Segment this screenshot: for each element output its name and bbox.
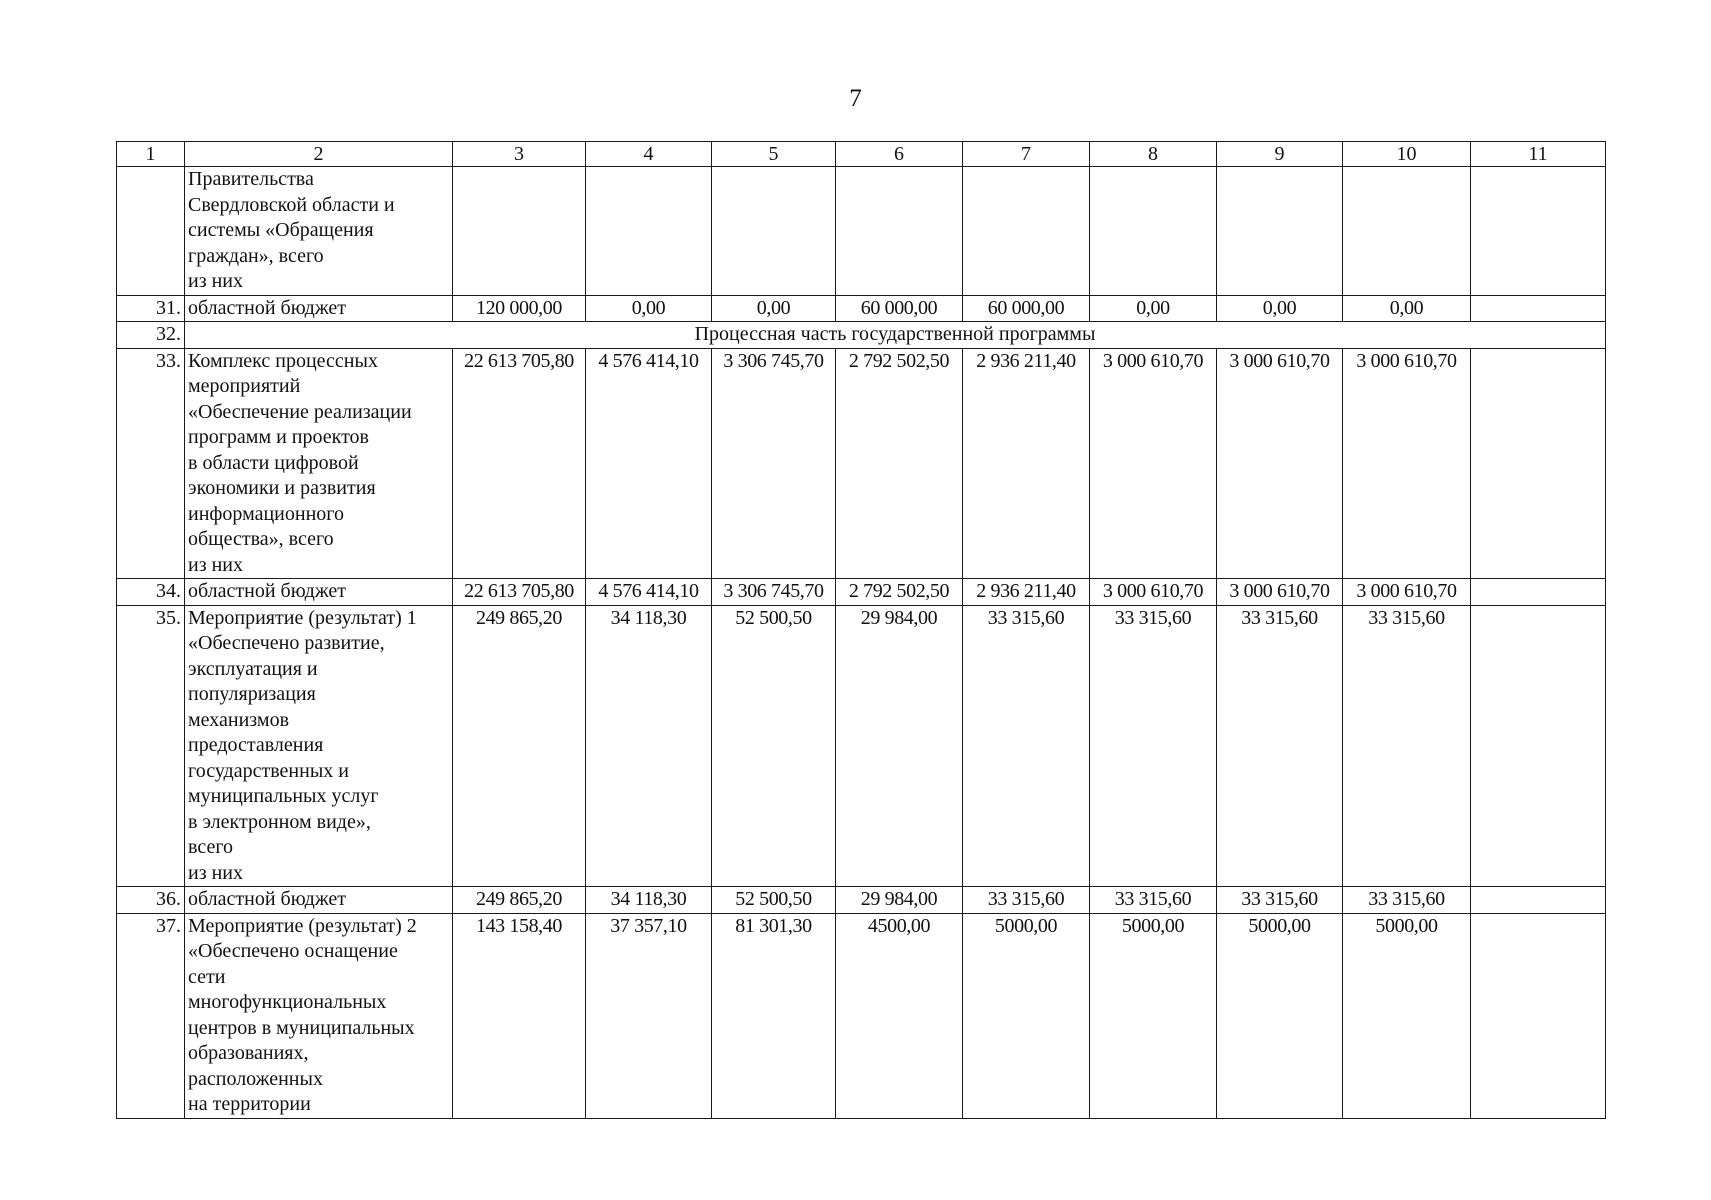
amount-cell: 0,00 bbox=[1090, 295, 1217, 322]
amount-cell: 34 118,30 bbox=[586, 605, 712, 887]
row-name: Мероприятие (результат) 1 «Обеспечено развитие, эксплуатация и популяризация механизмов предоставления государственных и муниципальных услуг в электронном виде», всего из них bbox=[185, 605, 453, 887]
amount-cell: 4 576 414,10 bbox=[586, 348, 712, 579]
row-number: 32. bbox=[117, 322, 185, 349]
amount-cell: 249 865,20 bbox=[453, 605, 586, 887]
amount-cell: 81 301,30 bbox=[712, 913, 836, 1118]
table-row bbox=[117, 605, 1606, 887]
row-name: областной бюджет bbox=[185, 579, 453, 606]
table-row bbox=[117, 295, 1606, 322]
amount-cell bbox=[1217, 167, 1343, 296]
column-header: 10 bbox=[1343, 142, 1471, 167]
column-11-cell bbox=[1471, 295, 1606, 322]
row-number: 31. bbox=[117, 295, 185, 322]
amount-cell: 3 306 745,70 bbox=[712, 579, 836, 606]
row-number: 37. bbox=[117, 913, 185, 1118]
amount-cell: 249 865,20 bbox=[453, 887, 586, 914]
column-11-cell bbox=[1471, 913, 1606, 1118]
column-number-row bbox=[117, 142, 1606, 167]
amount-cell: 0,00 bbox=[586, 295, 712, 322]
amount-cell: 52 500,50 bbox=[712, 605, 836, 887]
row-number: 36. bbox=[117, 887, 185, 914]
amount-cell: 29 984,00 bbox=[836, 605, 963, 887]
amount-cell: 2 936 211,40 bbox=[963, 348, 1090, 579]
amount-cell: 33 315,60 bbox=[963, 605, 1090, 887]
amount-cell: 5000,00 bbox=[963, 913, 1090, 1118]
amount-cell: 29 984,00 bbox=[836, 887, 963, 914]
amount-cell: 5000,00 bbox=[1090, 913, 1217, 1118]
table-row bbox=[117, 167, 1606, 296]
row-name: Комплекс процессных мероприятий «Обеспечение реализации программ и проектов в области цифровой экономики и развития информационного общества», всего из них bbox=[185, 348, 453, 579]
amount-cell: 3 000 610,70 bbox=[1217, 579, 1343, 606]
table-row bbox=[117, 348, 1606, 579]
amount-cell bbox=[1090, 167, 1217, 296]
amount-cell: 33 315,60 bbox=[1090, 887, 1217, 914]
amount-cell: 3 000 610,70 bbox=[1343, 579, 1471, 606]
amount-cell: 60 000,00 bbox=[963, 295, 1090, 322]
column-11-cell bbox=[1471, 579, 1606, 606]
row-name: Правительства Свердловской области и системы «Обращения граждан», всего из них bbox=[185, 167, 453, 296]
row-name: областной бюджет bbox=[185, 887, 453, 914]
column-11-cell bbox=[1471, 348, 1606, 579]
budget-table bbox=[116, 141, 1606, 1119]
amount-cell: 3 000 610,70 bbox=[1090, 348, 1217, 579]
amount-cell: 33 315,60 bbox=[963, 887, 1090, 914]
amount-cell: 22 613 705,80 bbox=[453, 348, 586, 579]
amount-cell: 33 315,60 bbox=[1217, 605, 1343, 887]
column-header: 3 bbox=[453, 142, 586, 167]
amount-cell: 143 158,40 bbox=[453, 913, 586, 1118]
amount-cell: 33 315,60 bbox=[1090, 605, 1217, 887]
amount-cell: 3 306 745,70 bbox=[712, 348, 836, 579]
amount-cell: 2 792 502,50 bbox=[836, 348, 963, 579]
row-number bbox=[117, 167, 185, 296]
column-11-cell bbox=[1471, 887, 1606, 914]
table-row bbox=[117, 913, 1606, 1118]
row-number: 33. bbox=[117, 348, 185, 579]
amount-cell: 0,00 bbox=[1217, 295, 1343, 322]
amount-cell: 4500,00 bbox=[836, 913, 963, 1118]
column-header: 11 bbox=[1471, 142, 1606, 167]
amount-cell: 5000,00 bbox=[1217, 913, 1343, 1118]
column-header: 9 bbox=[1217, 142, 1343, 167]
amount-cell bbox=[586, 167, 712, 296]
amount-cell bbox=[453, 167, 586, 296]
row-number: 35. bbox=[117, 605, 185, 887]
column-header: 7 bbox=[963, 142, 1090, 167]
amount-cell: 33 315,60 bbox=[1343, 605, 1471, 887]
column-header: 8 bbox=[1090, 142, 1217, 167]
amount-cell: 120 000,00 bbox=[453, 295, 586, 322]
row-number: 34. bbox=[117, 579, 185, 606]
column-header: 1 bbox=[117, 142, 185, 167]
table-row bbox=[117, 579, 1606, 606]
amount-cell: 5000,00 bbox=[1343, 913, 1471, 1118]
row-name: областной бюджет bbox=[185, 295, 453, 322]
amount-cell bbox=[1343, 167, 1471, 296]
section-title: Процессная часть государственной программы bbox=[185, 322, 1606, 349]
section-row bbox=[117, 322, 1606, 349]
amount-cell: 3 000 610,70 bbox=[1217, 348, 1343, 579]
column-header: 5 bbox=[712, 142, 836, 167]
column-header: 2 bbox=[185, 142, 453, 167]
amount-cell: 3 000 610,70 bbox=[1343, 348, 1471, 579]
amount-cell: 33 315,60 bbox=[1217, 887, 1343, 914]
amount-cell: 22 613 705,80 bbox=[453, 579, 586, 606]
amount-cell: 34 118,30 bbox=[586, 887, 712, 914]
column-11-cell bbox=[1471, 167, 1606, 296]
amount-cell: 0,00 bbox=[1343, 295, 1471, 322]
column-11-cell bbox=[1471, 605, 1606, 887]
amount-cell bbox=[836, 167, 963, 296]
row-name: Мероприятие (результат) 2 «Обеспечено оснащение сети многофункциональных центров в муниципальных образованиях, расположенных на территории bbox=[185, 913, 453, 1118]
column-header: 4 bbox=[586, 142, 712, 167]
page-number: 7 bbox=[849, 85, 862, 112]
amount-cell bbox=[963, 167, 1090, 296]
amount-cell: 3 000 610,70 bbox=[1090, 579, 1217, 606]
amount-cell: 52 500,50 bbox=[712, 887, 836, 914]
amount-cell: 2 936 211,40 bbox=[963, 579, 1090, 606]
amount-cell: 2 792 502,50 bbox=[836, 579, 963, 606]
amount-cell: 33 315,60 bbox=[1343, 887, 1471, 914]
amount-cell: 60 000,00 bbox=[836, 295, 963, 322]
amount-cell: 0,00 bbox=[712, 295, 836, 322]
table-row bbox=[117, 887, 1606, 914]
column-header: 6 bbox=[836, 142, 963, 167]
amount-cell: 4 576 414,10 bbox=[586, 579, 712, 606]
amount-cell: 37 357,10 bbox=[586, 913, 712, 1118]
amount-cell bbox=[712, 167, 836, 296]
